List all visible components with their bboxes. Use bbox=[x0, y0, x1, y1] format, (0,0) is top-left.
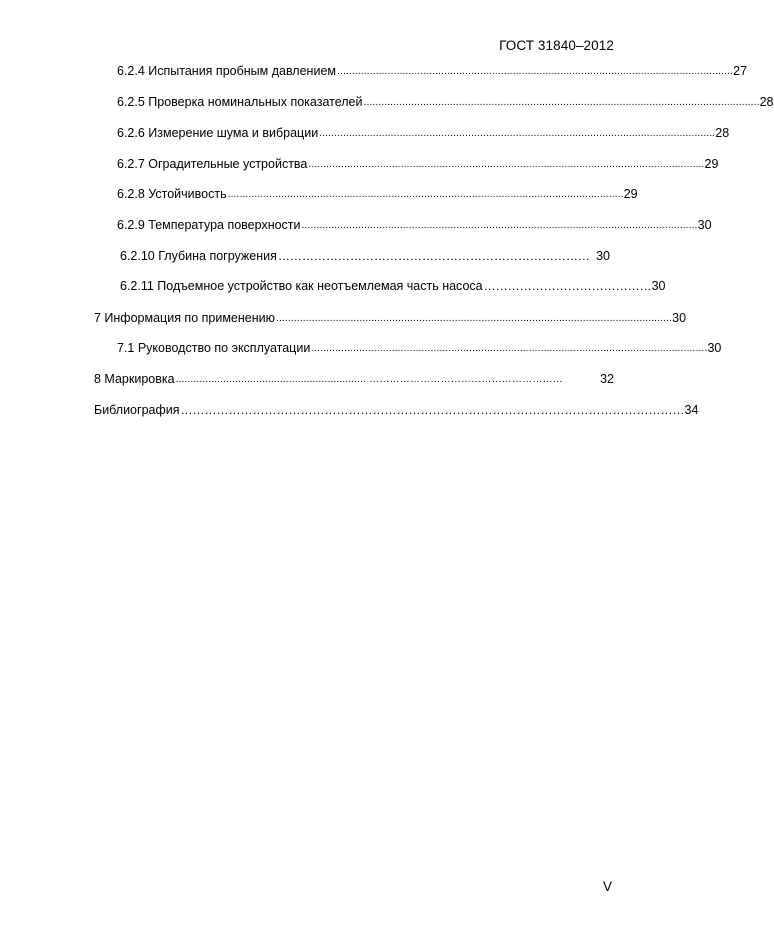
toc-entry-page: 30 bbox=[651, 279, 666, 293]
toc-entry[interactable] bbox=[117, 186, 638, 202]
toc-entry-page: 28 bbox=[715, 126, 730, 140]
toc-entry-label: 7.1 Руководство по эксплуатации bbox=[117, 341, 311, 355]
toc-entry-label: 6.2.8 Устойчивость bbox=[117, 187, 227, 201]
toc-entry[interactable] bbox=[94, 371, 614, 387]
page-number: V bbox=[602, 879, 612, 894]
toc-entry-label: 6.2.11 Подъемное устройство как неотъемлемая часть насоса bbox=[120, 279, 483, 293]
toc-leader-dots: ..................................................................................................................................... bbox=[337, 66, 734, 77]
document-code-header: ГОСТ 31840–2012 bbox=[499, 38, 614, 53]
toc-entry[interactable] bbox=[117, 94, 774, 110]
toc-entry-label: 7 Информация по применению bbox=[94, 311, 275, 325]
toc-entry-page: 30 bbox=[672, 311, 687, 325]
toc-entry-page: 32 bbox=[600, 372, 614, 386]
toc-entry-label: 6.2.10 Глубина погружения bbox=[120, 249, 277, 263]
toc-entry-page: 30 bbox=[707, 341, 722, 355]
toc-leader-dots: …………………………………………………………………… bbox=[277, 249, 590, 263]
toc-entry[interactable] bbox=[94, 310, 687, 326]
toc-entry-label: 6.2.4 Испытания пробным давлением bbox=[117, 64, 336, 78]
toc-leader-dots: ..................................................................................................................................... bbox=[308, 159, 705, 170]
toc-entry-label: 8 Маркировка bbox=[94, 372, 175, 386]
toc-entry-page: 34 bbox=[684, 403, 699, 417]
toc-leader-dots: …………………………………… bbox=[483, 279, 652, 293]
toc-entry[interactable] bbox=[117, 63, 748, 79]
toc-entry-page: 29 bbox=[623, 187, 638, 201]
toc-entry-label: 6.2.5 Проверка номинальных показателей bbox=[117, 95, 363, 109]
toc-entry-page: 28 bbox=[759, 95, 774, 109]
toc-entry-page: 30 bbox=[697, 218, 712, 232]
toc-leader-dots: ..................................................................................................................................... bbox=[301, 220, 698, 231]
toc-leader-dots: ..................................................................................................................................... bbox=[319, 128, 716, 139]
toc-entry-page: 27 bbox=[733, 64, 748, 78]
toc-entry[interactable] bbox=[117, 217, 712, 233]
toc-entry-label: 6.2.7 Оградительные устройства bbox=[117, 157, 308, 171]
toc-leader-dots: ..................................................................................................................................... bbox=[363, 97, 760, 108]
toc-leader-dots: ..................................................................................................................................... bbox=[227, 189, 624, 200]
toc-entry[interactable] bbox=[120, 278, 666, 294]
toc-leader-dots: ..................................................................................................................................... bbox=[276, 313, 673, 324]
toc-entry[interactable] bbox=[117, 340, 722, 356]
toc-leader-dots: ……………………………………………………………………………………………………………… bbox=[180, 403, 685, 417]
toc-entry[interactable] bbox=[117, 156, 719, 172]
toc-entry-label: Библиография bbox=[94, 403, 180, 417]
toc-leader-dots: ................................................................ ………………………………………………… bbox=[175, 374, 563, 385]
toc-entry-page: 29 bbox=[704, 157, 719, 171]
toc-entry[interactable] bbox=[120, 248, 610, 264]
toc-leader-dots: ..................................................................................................................................... bbox=[311, 343, 708, 354]
toc-entry-label: 6.2.6 Измерение шума и вибрации bbox=[117, 126, 319, 140]
toc-entry-label: 6.2.9 Температура поверхности bbox=[117, 218, 301, 232]
toc-entry[interactable] bbox=[117, 125, 730, 141]
toc-entry-page: 30 bbox=[596, 249, 610, 263]
toc-entry[interactable] bbox=[94, 402, 699, 418]
